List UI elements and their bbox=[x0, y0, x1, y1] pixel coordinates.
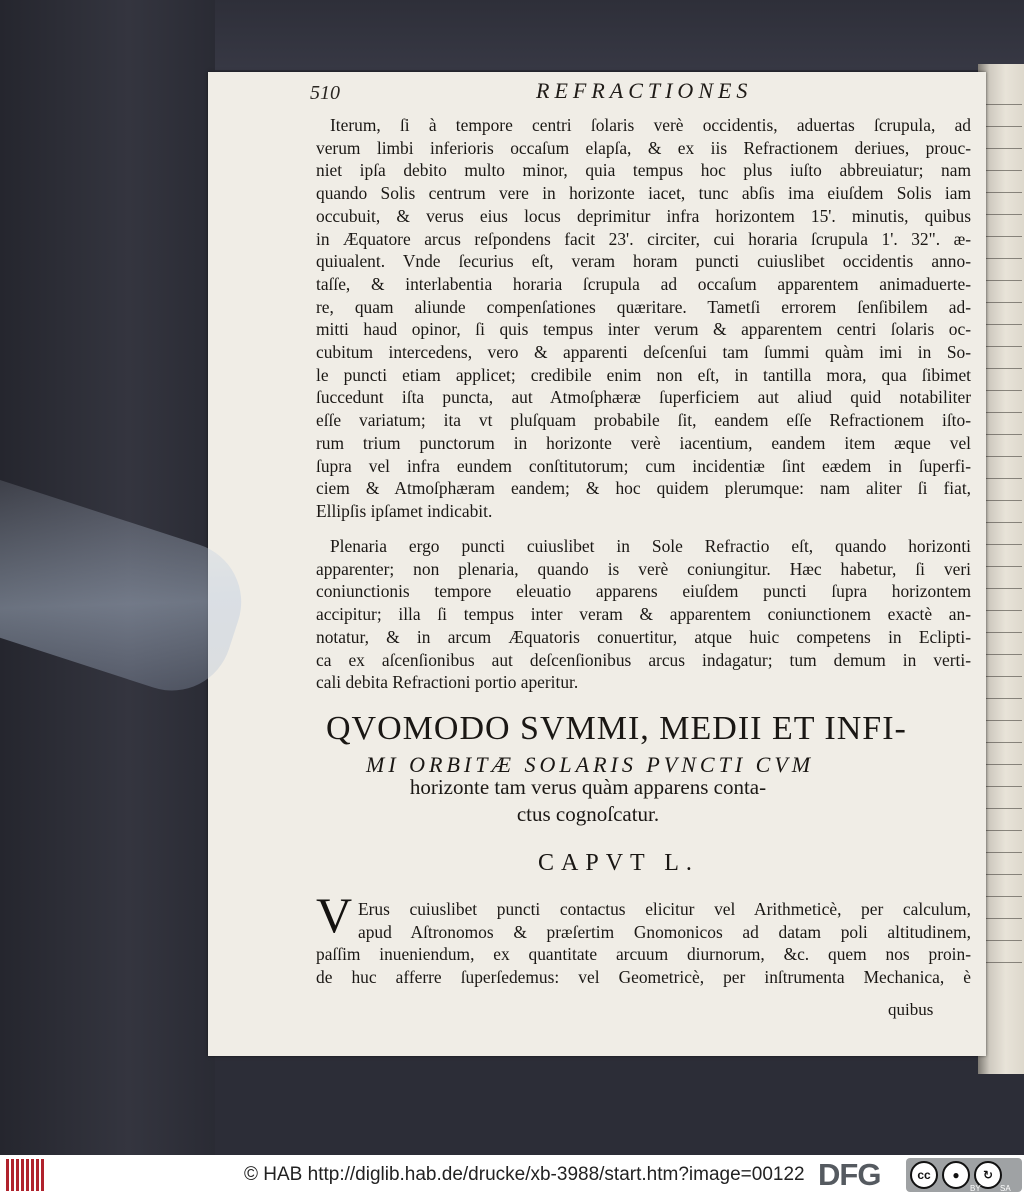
text-line: quando Solis centrum vere in horizonte iacet, tunc abſis ima eiuſdem Solis iam bbox=[316, 183, 971, 204]
text-line: re, quam aliunde compenſationes quæritare. Tametſi errorem ſenſibilem ad- bbox=[316, 296, 971, 317]
paragraph-2 bbox=[316, 535, 971, 694]
text-line: ſuccedunt iſta puncta, aut Atmoſphæræ ſuperficiem aut aliud quid notabiliter bbox=[316, 387, 971, 408]
paragraph-1 bbox=[316, 114, 971, 523]
text-line: coniunctionis tempore eleuatio apparens eiuſdem puncti ſupra horizontem bbox=[316, 581, 971, 602]
running-head bbox=[208, 72, 986, 102]
viewer-footer bbox=[0, 1155, 1024, 1195]
cc-license-badge[interactable] bbox=[906, 1158, 1022, 1192]
text-line: quiualent. Vnde ſecurius eſt, veram horam puncti cuiuslibet occidentis anno- bbox=[316, 251, 971, 272]
text-line: Plenaria ergo puncti cuiuslibet in Sole Refractio eſt, quando horizonti bbox=[330, 536, 971, 556]
running-head-title: REFRACTIONES bbox=[536, 78, 753, 103]
text-line: niet ipſa debito multo minor, quia tempus hoc plus iuſto abbreuiatur; nam bbox=[316, 160, 971, 181]
text-line: de huc afferre ſuperſedemus: vel Geometricè, per inſtrumenta Mechanica, è bbox=[316, 967, 971, 988]
license-sa-label: SA bbox=[1000, 1184, 1011, 1193]
catchword: quibus bbox=[888, 1000, 934, 1019]
text-line: apparenter; non plenaria, quando is verè coniungitur. Hæc habetur, ſi veri bbox=[316, 558, 971, 579]
text-line: Iterum, ſi à tempore centri ſolaris verè occidentis, aduertas ſcrupula, ad bbox=[330, 115, 971, 135]
text-line: ca ex aſcenſionibus aut deſcenſionibus arcus indagatur; tum demum in verti- bbox=[316, 649, 971, 670]
text-line: Ellipſis ipſamet indicabit. bbox=[316, 500, 493, 521]
share-alike-icon: ↻ bbox=[974, 1161, 1002, 1189]
drop-capital: V bbox=[316, 887, 353, 943]
chapter-number: CAPVT L. bbox=[538, 850, 699, 876]
text-line: occubuit, & verus eius locus deprimitur infra horizontem 15'. minutis, quibus bbox=[316, 205, 971, 226]
page-number: 510 bbox=[310, 82, 340, 104]
book-page bbox=[208, 72, 986, 1056]
attribution-icon: ● bbox=[942, 1161, 970, 1189]
hab-logo-icon bbox=[6, 1159, 46, 1191]
source-link[interactable]: © HAB http://diglib.hab.de/drucke/xb-3988/start.htm?image=00122 bbox=[244, 1164, 805, 1185]
text-line: ſupra vel infra eundem conſtitutorum; cum incidentiæ ſint eædem in ſuperfi- bbox=[316, 455, 971, 476]
text-line: Erus cuiuslibet puncti contactus elicitur vel Arithmeticè, per calculum, bbox=[358, 899, 971, 919]
chapter-heading-line-3: horizonte tam verus quàm apparens conta- bbox=[409, 775, 767, 799]
text-line: cubitum intercedens, vero & apparenti deſcenſui tam ſummi quàm imi in So- bbox=[316, 342, 971, 363]
text-line: eſſe variatum; ita vt pluſquam probabile ſit, eandem eſſe Refractionem iſto- bbox=[316, 410, 971, 431]
chapter-heading-line-4: ctus cognoſcatur. bbox=[516, 802, 660, 826]
text-line: apud Aſtronomos & præſertim Gnomonicos ad datam poli altitudinem, bbox=[358, 921, 971, 942]
chapter-heading-line-1: QVOMODO SVMMI, MEDII ET INFI- bbox=[326, 710, 907, 747]
text-line: cali debita Refractioni portio aperitur. bbox=[316, 672, 579, 693]
facing-page-text-lines bbox=[982, 104, 1022, 984]
chapter-heading-line-2: MI ORBITÆ SOLARIS PVNCTI CVM bbox=[366, 752, 815, 777]
dfg-logo: DFG bbox=[818, 1157, 881, 1192]
text-line: paſſim inueniendum, ex quantitate arcuum diurnorum, &c. quem nos proin- bbox=[316, 944, 971, 965]
text-line: verum limbi inferioris occaſum elapſa, & ex iis Refractionem deriues, prouc- bbox=[316, 137, 971, 158]
text-line: le puncti etiam applicet; credibile enim non eſt, in tantilla mora, qua ſibimet bbox=[316, 364, 971, 385]
text-line: mitti haud opinor, ſi quis tempus inter verum & apparentem centri ſolaris oc- bbox=[316, 319, 971, 340]
text-line: accipitur; illa ſi tempus inter veram & apparentem coniunctionem exactè an- bbox=[316, 604, 971, 625]
text-line: taſſe, & interlabentia horaria ſcrupula ad occaſum apparentem animaduerte- bbox=[316, 273, 971, 294]
text-line: ciem & Atmoſphæram eandem; & hoc quidem plerumque: nam aliter ſi fiat, bbox=[316, 478, 971, 499]
text-line: in Æquatore arcus reſpondens facit 23'. circiter, cui horaria ſcrupula 1'. 32". æ- bbox=[316, 228, 971, 249]
chapter-heading-subtitle bbox=[338, 774, 838, 828]
text-line: rum trium punctorum in horizonte verè iacentium, eandem item æque vel bbox=[316, 432, 971, 453]
text-line: notatur, & in arcum Æquatoris conuertitur, atque huic competens in Eclipti- bbox=[316, 626, 971, 647]
paragraph-3 bbox=[316, 898, 971, 989]
license-by-label: BY bbox=[970, 1184, 981, 1193]
cc-icon: cc bbox=[910, 1161, 938, 1189]
